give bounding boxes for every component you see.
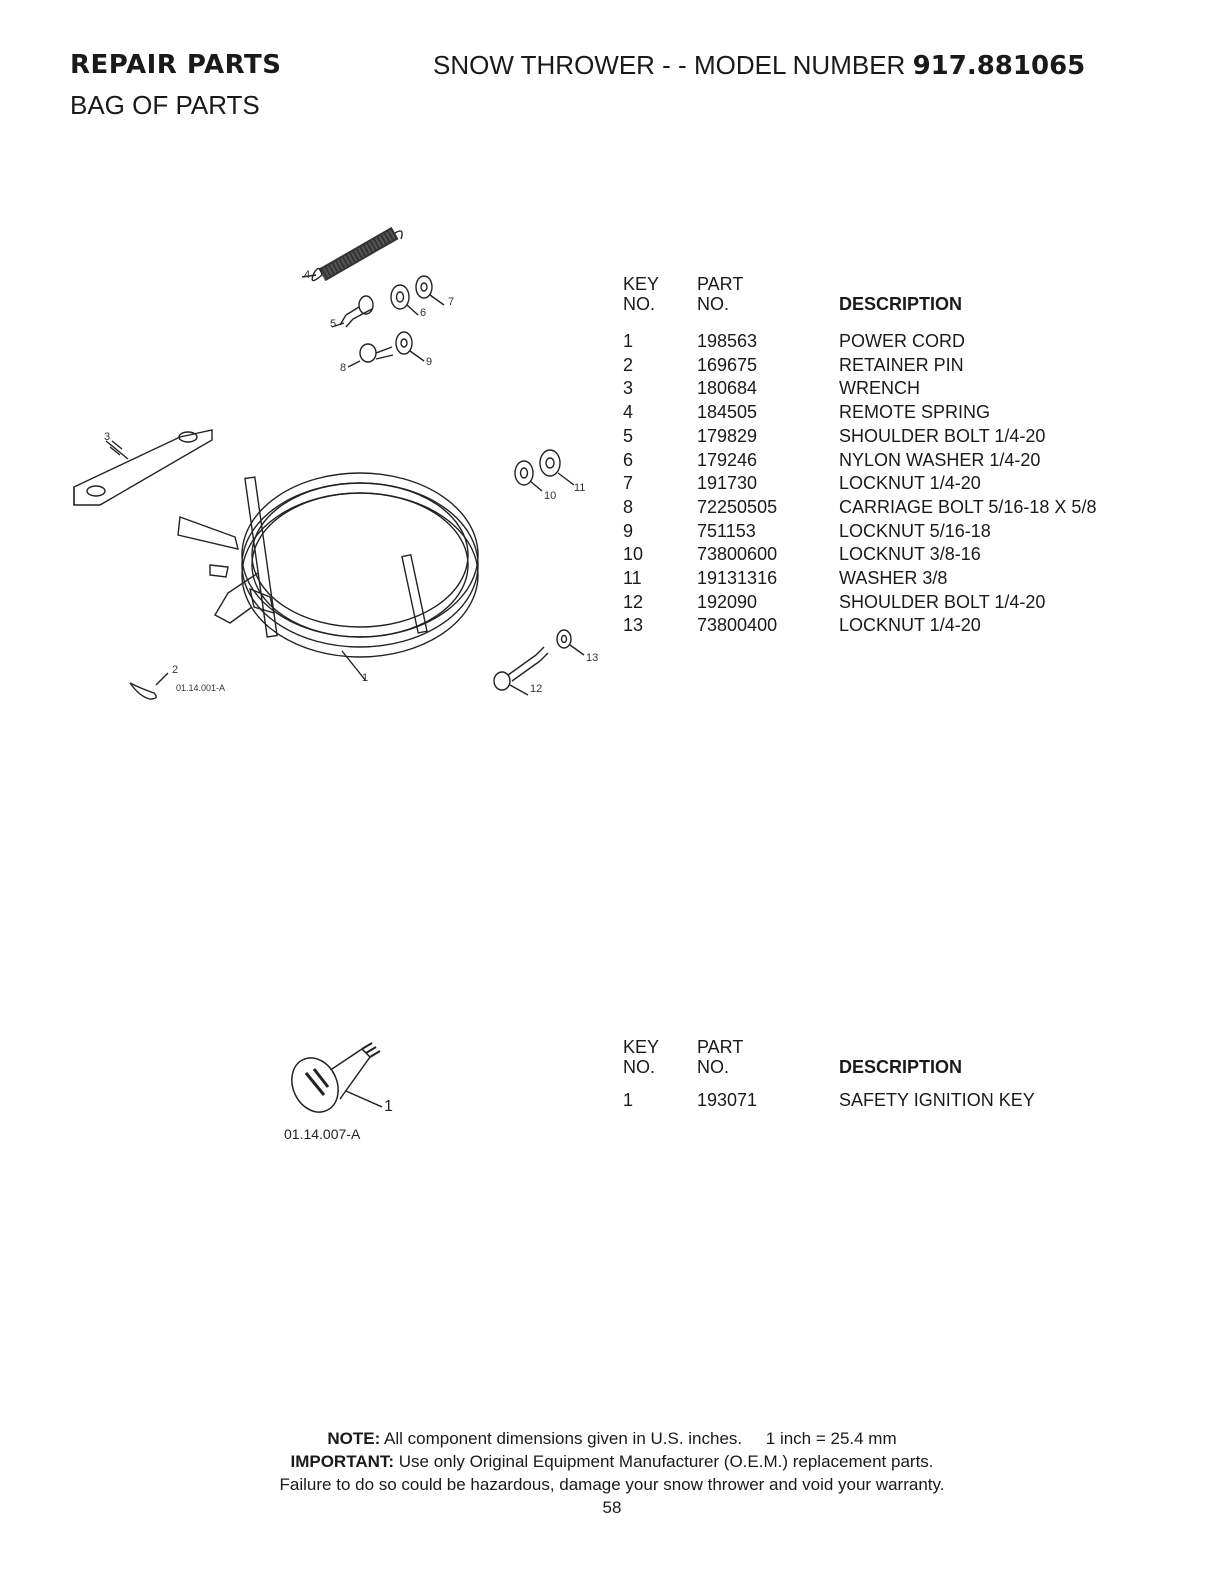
ignition-parts-table [623, 1037, 1183, 1117]
power-cord-drawing [178, 473, 478, 681]
note-text: All component dimensions given in U.S. inches. 1 inch = 25.4 mm [380, 1429, 897, 1448]
callout-9: 9 [426, 356, 433, 368]
part-no-cell: 751153 [697, 520, 756, 541]
callout-13: 13 [586, 652, 599, 664]
key-no-cell: 13 [623, 615, 644, 636]
locknut-13-drawing [557, 630, 584, 655]
part-no-cell: 19131316 [697, 568, 778, 588]
callout-2: 2 [172, 664, 179, 676]
table-row [623, 614, 1143, 638]
key-header-line1: KEY [623, 274, 660, 294]
key-header-2-line2: NO. [623, 1057, 656, 1077]
callout-4: 4 [304, 269, 311, 281]
description-cell: LOCKNUT 5/16-18 [839, 520, 991, 541]
key-no-cell: 6 [623, 449, 634, 470]
part-no-header [697, 274, 743, 314]
description-cell: CARRIAGE BOLT 5/16-18 X 5/8 [839, 496, 1097, 517]
important-text: Use only Original Equipment Manufacturer (O.E.M.) replacement parts. [394, 1452, 934, 1471]
key-no-cell: 8 [623, 496, 634, 517]
description-cell: WRENCH [839, 378, 920, 399]
table-row [623, 330, 1143, 354]
table-row [623, 567, 1143, 591]
table-row [623, 425, 1143, 449]
description-cell: SAFETY IGNITION KEY [839, 1090, 1035, 1110]
table-row [623, 591, 1143, 615]
description-cell: NYLON WASHER 1/4-20 [839, 449, 1041, 470]
key-no-cell: 1 [623, 1090, 634, 1110]
description-cell: LOCKNUT 3/8-16 [839, 544, 981, 565]
description-cell: REMOTE SPRING [839, 402, 991, 423]
callout-6: 6 [420, 307, 427, 319]
important-line [0, 1451, 1224, 1473]
description-cell: LOCKNUT 1/4-20 [839, 615, 981, 636]
part-no-header-2 [697, 1037, 743, 1077]
description-header: DESCRIPTION [839, 294, 963, 314]
warning-line: Failure to do so could be hazardous, damage your snow thrower and void your warranty. [279, 1475, 945, 1494]
page-number: 58 [602, 1498, 622, 1517]
callout-1: 1 [362, 672, 369, 684]
remote-spring-drawing [302, 231, 402, 281]
callout-3: 3 [104, 431, 111, 443]
title-prefix: SNOW THROWER - - MODEL NUMBER [433, 50, 913, 80]
locknut-7-drawing [416, 276, 444, 305]
key-no-cell: 2 [623, 354, 634, 375]
key-no-cell: 7 [623, 473, 634, 494]
table-row [623, 449, 1143, 473]
table-row [623, 1089, 1143, 1113]
key-no-cell: 3 [623, 378, 634, 399]
part-no-cell: 191730 [697, 473, 758, 494]
part-no-cell: 169675 [697, 354, 758, 375]
key-header-line2: NO. [623, 294, 656, 314]
ignition-diagram-code: 01.14.007-A [284, 1126, 361, 1142]
description-cell: WASHER 3/8 [839, 568, 948, 588]
table-row [623, 472, 1143, 496]
table-row [623, 496, 1143, 520]
page-title [433, 50, 1085, 81]
parts-table [623, 274, 1183, 654]
callout-8: 8 [340, 362, 347, 374]
key-no-cell: 5 [623, 425, 634, 446]
table-row [623, 401, 1143, 425]
part-header-2-line2: NO. [697, 1057, 730, 1077]
model-number: 917.881065 [912, 51, 1086, 81]
part-no-cell: 192090 [697, 591, 758, 612]
important-label: IMPORTANT: [290, 1452, 395, 1471]
bag-of-parts-diagram [60, 215, 620, 715]
diagram-code: 01.14.001-A [176, 683, 226, 693]
key-no-cell: 4 [623, 402, 634, 423]
part-no-cell: 179829 [697, 425, 758, 446]
key-no-cell: 10 [623, 544, 644, 565]
table-row [623, 520, 1143, 544]
callout-10: 10 [544, 490, 557, 502]
part-header-line2: NO. [697, 294, 730, 314]
part-header-2-line1: PART [697, 1037, 744, 1057]
retainer-pin-drawing [130, 673, 168, 699]
note-label: NOTE: [327, 1429, 381, 1448]
part-no-cell: 73800600 [697, 544, 778, 565]
part-no-cell: 198563 [697, 331, 758, 351]
part-no-cell: 179246 [697, 449, 758, 470]
part-no-cell: 184505 [697, 402, 758, 423]
section-title: REPAIR PARTS [70, 50, 282, 80]
description-cell: RETAINER PIN [839, 354, 964, 375]
locknut-10-washer-11-drawing [515, 450, 574, 491]
locknut-9-drawing [396, 332, 424, 361]
carriage-bolt-8-drawing [348, 344, 393, 367]
ignition-key-diagram [270, 1035, 430, 1155]
description-cell: POWER CORD [839, 331, 965, 351]
page-subtitle: BAG OF PARTS [70, 90, 260, 120]
key-no-cell: 1 [623, 331, 634, 351]
table-row [623, 377, 1143, 401]
key-no-cell: 9 [623, 520, 634, 541]
key-no-cell: 11 [623, 568, 642, 588]
description-cell: SHOULDER BOLT 1/4-20 [839, 591, 1046, 612]
wrench-drawing [74, 430, 212, 505]
key-no-cell: 12 [623, 591, 644, 612]
nylon-washer-6-drawing [391, 285, 418, 315]
key-header-2-line1: KEY [623, 1037, 660, 1057]
description-cell: SHOULDER BOLT 1/4-20 [839, 425, 1046, 446]
part-no-cell: 193071 [697, 1090, 758, 1110]
shoulder-bolt-5-drawing [332, 296, 373, 327]
callout-11: 11 [574, 482, 586, 494]
part-no-cell: 72250505 [697, 496, 778, 517]
callout-12: 12 [530, 683, 543, 695]
ignition-key-callout: 1 [384, 1098, 393, 1115]
callout-7: 7 [448, 296, 455, 308]
table-row [623, 543, 1143, 567]
key-no-header-2 [623, 1037, 659, 1077]
note-line [0, 1428, 1224, 1450]
part-no-cell: 73800400 [697, 615, 778, 636]
part-no-cell: 180684 [697, 378, 758, 399]
table-row [623, 354, 1143, 378]
description-header-2: DESCRIPTION [839, 1057, 963, 1077]
description-cell: LOCKNUT 1/4-20 [839, 473, 981, 494]
key-no-header [623, 274, 659, 314]
part-header-line1: PART [697, 274, 744, 294]
callout-5: 5 [330, 318, 337, 330]
